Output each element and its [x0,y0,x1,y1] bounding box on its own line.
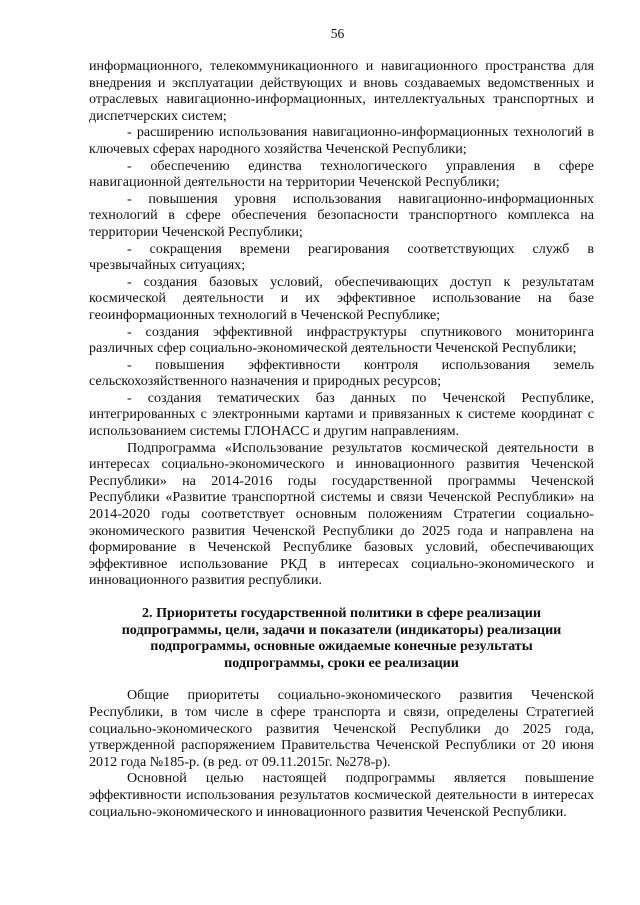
paragraph: Подпрограмма «Использование результатов космической деятельности в интересах социально-экономического и инновационного развития Чеченской Республики» на 2014-2016 годы государственной программы Чеченской Республики «Развитие транспортной системы и связи Чеченской Республики» на 2014-2020 годы соответствует основным положениям Стратегии социально-экономического развития Чеченской Республики до 2025 года и направлена на формирование в Чеченской Республике базовых условий, обеспечивающих эффективное использование РКД в интересах социально-экономического и инновационного развития республики. [89,439,594,589]
section-heading-line: подпрограммы, сроки ее реализации [224,654,459,671]
list-item: - создания эффективной инфраструктуры спутникового мониторинга различных сфер социально-экономической деятельности Чеченской Республики; [89,323,594,357]
paragraph: Общие приоритеты социально-экономического развития Чеченской Республики, в том числе в сфере транспорта и связи, определены Стратегией социально-экономического развития Чеченской Республики до 2025 года, утвержденной распоряжением Правительства Чеченской Республики от 20 июня 2012 года №185-р. (в ред. от 09.11.2015г. №278-р). [89,687,594,770]
body-after [89,687,594,820]
list-item: - обеспечению единства технологического управления в сфере навигационной деятельности на территории Чеченской Республики; [89,157,594,191]
paragraph: Основной целью настоящей подпрограммы является повышение эффективности использования результатов космической деятельности в интересах социально-экономического и инновационного развития Чеченской Республики. [89,770,594,820]
list-item: - расширению использования навигационно-информационных технологий в ключевых сферах народного хозяйства Чеченской Республики; [89,124,594,157]
section-heading [89,605,594,671]
paragraph: информационного, телекоммуникационного и навигационного пространства для внедрения и эксплуатации действующих и вновь создаваемых ведомственных и отраслевых навигационно-информационных, интеллектуальных транспортных и диспетчерских систем; [89,58,594,124]
body-before [89,58,594,589]
section-heading-line: подпрограммы, цели, задачи и показатели (индикаторы) реализации [121,621,562,638]
list-item: - сокращения времени реагирования соответствующих служб в чрезвычайных ситуациях; [89,240,594,274]
list-item: - повышения уровня использования навигационно-информационных технологий в сфере обеспечения безопасности транспортного комплекса на территории Чеченской Республики; [89,190,594,240]
list-item: - повышения эффективности контроля использования земель сельскохозяйственного назначения и природных ресурсов; [89,356,594,390]
section-heading-line: подпрограммы, основные ожидаемые конечные результаты [150,638,533,655]
section-heading-line: 2. Приоритеты государственной политики в сфере реализации [142,605,541,621]
list-item: - создания тематических баз данных по Чеченской Республике, интегрированных с электронными картами и привязанных к системе координат с использованием системы ГЛОНАСС и другим направлениям. [89,389,594,440]
page-number: 56 [330,26,345,41]
list-item: - создания базовых условий, обеспечивающих доступ к результатам космической деятельности и их эффективное использование на базе геоинформационных технологий в Чеченской Республике; [89,273,594,323]
